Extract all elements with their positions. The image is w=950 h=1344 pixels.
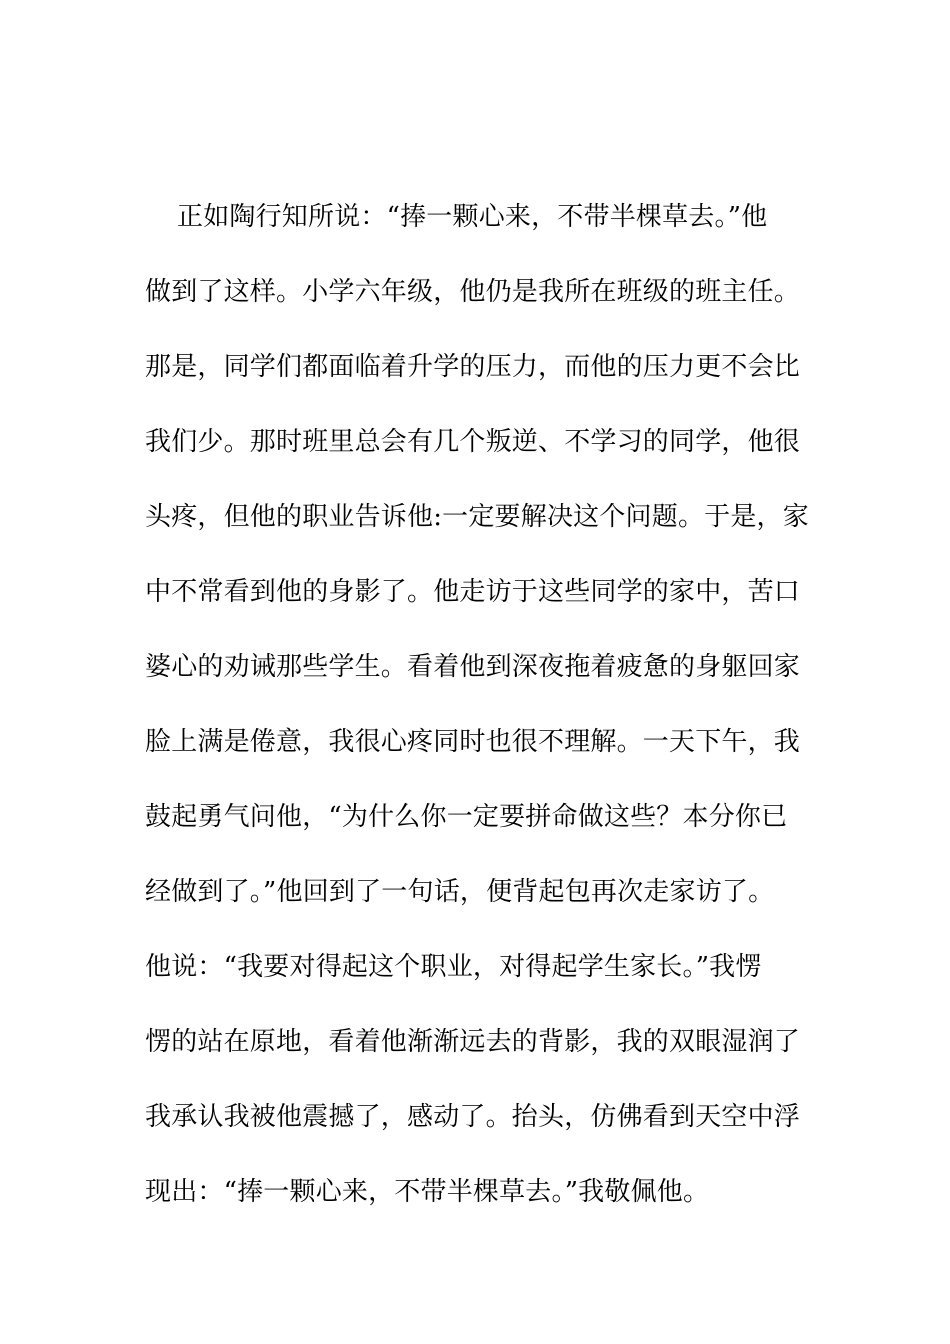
paragraph-line: 经做到了。”他回到了一句话，便背起包再次走家访了。 [145, 877, 775, 907]
body-paragraph [145, 192, 825, 1242]
paragraph-line: 愣的站在原地，看着他渐渐远去的背影，我的双眼湿润了 [145, 1027, 801, 1057]
paragraph-line: 脸上满是倦意，我很心疼同时也很不理解。一天下午，我 [145, 727, 801, 757]
paragraph-line: 中不常看到他的身影了。他走访于这些同学的家中，苦口 [145, 577, 801, 607]
paragraph-line: 那是，同学们都面临着升学的压力，而他的压力更不会比 [145, 352, 801, 382]
paragraph-line: 现出：“捧一颗心来，不带半棵草去。”我敬佩他。 [145, 1177, 710, 1207]
paragraph-line: 我们少。那时班里总会有几个叛逆、不学习的同学，他很 [145, 427, 801, 457]
paragraph-line: 他说：“我要对得起这个职业，对得起学生家长。”我愣 [145, 952, 762, 982]
paragraph-line: 头疼，但他的职业告诉他:一定要解决这个问题。于是，家 [145, 502, 809, 532]
paragraph-line: 我承认我被他震撼了，感动了。抬头，仿佛看到天空中浮 [145, 1102, 801, 1132]
paragraph-line: 做到了这样。小学六年级，他仍是我所在班级的班主任。 [145, 277, 801, 307]
paragraph-line: 婆心的劝诫那些学生。看着他到深夜拖着疲惫的身躯回家 [145, 652, 801, 682]
paragraph-line: 正如陶行知所说：“捧一颗心来，不带半棵草去。”他 [177, 202, 768, 232]
paragraph-line: 鼓起勇气问他，“为什么你一定要拼命做这些？本分你已 [145, 802, 788, 832]
